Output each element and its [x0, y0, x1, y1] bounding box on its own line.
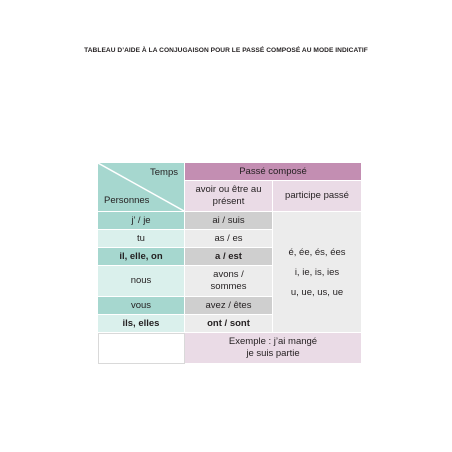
aux-cell: avez / êtes	[185, 297, 273, 315]
aux-cell: a / est	[185, 248, 273, 266]
aux-cell: as / es	[185, 230, 273, 248]
aux-cell: ai / suis	[185, 212, 273, 230]
aux-column-header: avoir ou être au présent	[185, 181, 273, 212]
document-title: TABLEAU D’AIDE À LA CONJUGAISON POUR LE PASSÉ COMPOSÉ AU MODE INDICATIF	[84, 47, 368, 54]
corner-header-cell	[98, 163, 185, 212]
example-line-2: je suis partie	[246, 348, 300, 359]
conjugation-table	[97, 162, 362, 364]
participle-ending-u: u, ue, us, ue	[290, 286, 344, 298]
example-cell	[185, 333, 362, 364]
aux-cell: ont / sont	[185, 315, 273, 333]
corner-label-temps: Temps	[150, 167, 178, 178]
table-header-row	[98, 163, 362, 181]
table-row	[98, 212, 362, 230]
tense-header: Passé composé	[185, 163, 362, 181]
person-cell: j’ / je	[98, 212, 185, 230]
participle-ending-er: é, ée, és, ées	[288, 246, 346, 258]
person-cell: tu	[98, 230, 185, 248]
person-cell: vous	[98, 297, 185, 315]
participle-ending-ir: i, ie, is, ies	[294, 266, 340, 278]
person-cell: ils, elles	[98, 315, 185, 333]
example-row	[98, 333, 362, 364]
corner-label-personnes: Personnes	[104, 195, 150, 206]
empty-cell	[98, 333, 185, 364]
participle-endings-cell	[273, 212, 362, 333]
example-line-1: Exemple : j’ai mangé	[228, 336, 318, 347]
person-cell: nous	[98, 266, 185, 297]
participle-column-header: participe passé	[273, 181, 362, 212]
person-cell: il, elle, on	[98, 248, 185, 266]
aux-cell	[185, 266, 273, 297]
aux-text: avons / sommes	[210, 269, 247, 292]
